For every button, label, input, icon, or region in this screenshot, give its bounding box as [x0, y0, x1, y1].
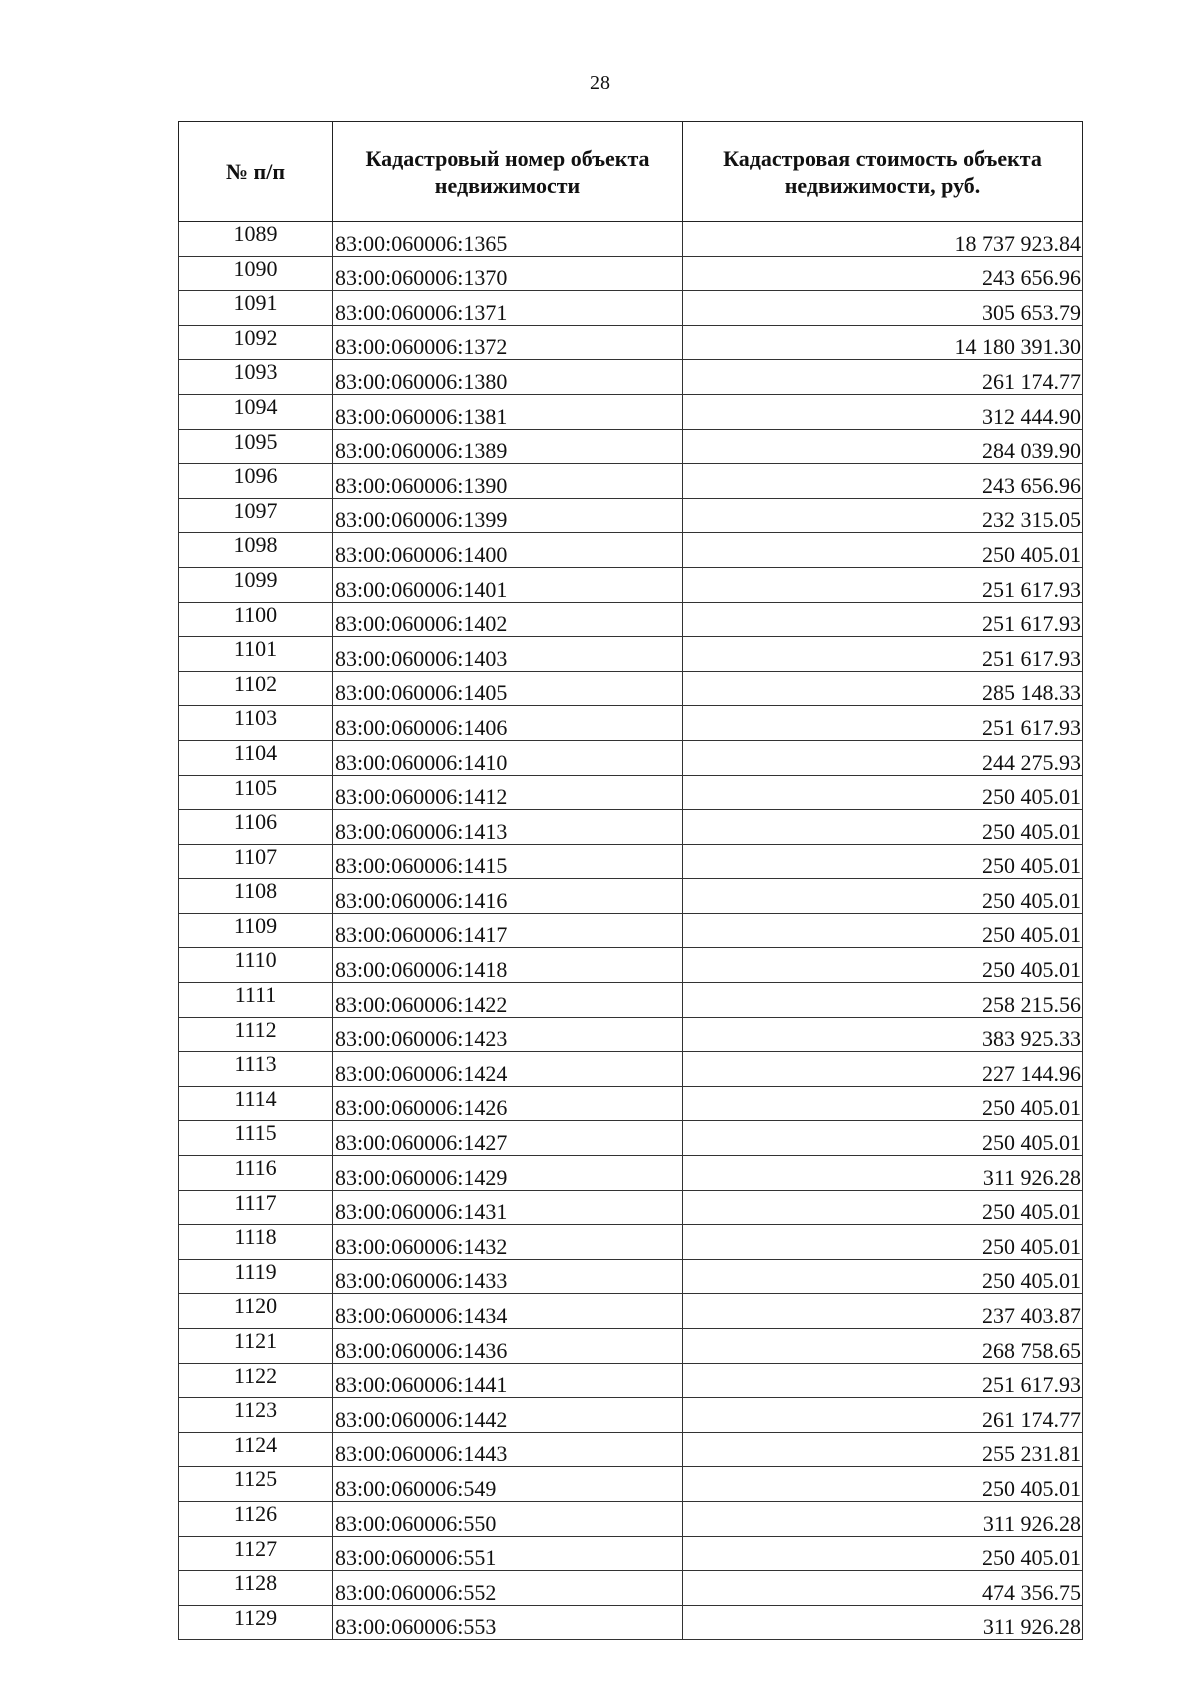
cadastral-value-cell: 250 405.01 — [683, 810, 1083, 845]
table-row — [179, 810, 1083, 845]
table-header — [179, 122, 1083, 222]
row-number-cell: 1102 — [179, 671, 333, 706]
cadastral-number-cell: 83:00:060006:1410 — [333, 740, 683, 775]
cadastral-value-cell: 251 617.93 — [683, 637, 1083, 672]
cadastral-value-cell: 474 356.75 — [683, 1571, 1083, 1606]
cadastral-value-cell: 312 444.90 — [683, 394, 1083, 429]
cadastral-value-cell: 305 653.79 — [683, 291, 1083, 326]
row-number-cell: 1098 — [179, 533, 333, 568]
cadastral-number-cell: 83:00:060006:1403 — [333, 637, 683, 672]
cadastral-number-cell: 83:00:060006:551 — [333, 1536, 683, 1571]
cadastral-number-cell: 83:00:060006:549 — [333, 1467, 683, 1502]
cadastral-value-cell: 255 231.81 — [683, 1432, 1083, 1467]
cadastral-number-cell: 83:00:060006:1371 — [333, 291, 683, 326]
row-number-cell: 1124 — [179, 1432, 333, 1467]
page-number: 28 — [590, 72, 610, 94]
cadastral-number-cell: 83:00:060006:1405 — [333, 671, 683, 706]
row-number-cell: 1119 — [179, 1259, 333, 1294]
row-number-cell: 1123 — [179, 1398, 333, 1433]
table-row — [179, 671, 1083, 706]
row-number-cell: 1113 — [179, 1052, 333, 1087]
cadastral-number-cell: 83:00:060006:1381 — [333, 394, 683, 429]
row-number-cell: 1091 — [179, 291, 333, 326]
cadastral-value-cell: 251 617.93 — [683, 1363, 1083, 1398]
row-number-cell: 1101 — [179, 637, 333, 672]
cadastral-number-cell: 83:00:060006:1400 — [333, 533, 683, 568]
cadastral-value-cell: 243 656.96 — [683, 256, 1083, 291]
cadastral-number-cell: 83:00:060006:1442 — [333, 1398, 683, 1433]
cadastral-value-cell: 251 617.93 — [683, 706, 1083, 741]
cadastral-number-cell: 83:00:060006:1412 — [333, 775, 683, 810]
table-row — [179, 602, 1083, 637]
cadastral-value-cell: 268 758.65 — [683, 1329, 1083, 1364]
table-row — [179, 1329, 1083, 1364]
table-row — [179, 256, 1083, 291]
cadastral-value-cell: 14 180 391.30 — [683, 325, 1083, 360]
row-number-cell: 1089 — [179, 222, 333, 257]
table-row — [179, 1294, 1083, 1329]
cadastral-value-cell: 250 405.01 — [683, 1467, 1083, 1502]
cadastral-number-cell: 83:00:060006:1429 — [333, 1156, 683, 1191]
table-row — [179, 1086, 1083, 1121]
cadastral-number-cell: 83:00:060006:1370 — [333, 256, 683, 291]
row-number-cell: 1108 — [179, 879, 333, 914]
table-row — [179, 844, 1083, 879]
table-row — [179, 948, 1083, 983]
table-row — [179, 567, 1083, 602]
cadastral-number-cell: 83:00:060006:1415 — [333, 844, 683, 879]
row-number-cell: 1104 — [179, 740, 333, 775]
cadastral-value-cell: 250 405.01 — [683, 775, 1083, 810]
cadastral-number-cell: 83:00:060006:550 — [333, 1501, 683, 1536]
table-row — [179, 983, 1083, 1018]
cadastral-number-cell: 83:00:060006:1413 — [333, 810, 683, 845]
table-row — [179, 1571, 1083, 1606]
row-number-cell: 1117 — [179, 1190, 333, 1225]
cadastral-value-cell: 250 405.01 — [683, 1190, 1083, 1225]
cadastral-number-cell: 83:00:060006:1426 — [333, 1086, 683, 1121]
cadastral-number-cell: 83:00:060006:1422 — [333, 983, 683, 1018]
cadastral-number-cell: 83:00:060006:1424 — [333, 1052, 683, 1087]
cadastral-number-cell: 83:00:060006:1380 — [333, 360, 683, 395]
cadastral-value-cell: 250 405.01 — [683, 1536, 1083, 1571]
row-number-cell: 1120 — [179, 1294, 333, 1329]
row-number-cell: 1100 — [179, 602, 333, 637]
row-number-cell: 1109 — [179, 913, 333, 948]
row-number-cell: 1121 — [179, 1329, 333, 1364]
cadastral-value-cell: 237 403.87 — [683, 1294, 1083, 1329]
cadastral-value-cell: 285 148.33 — [683, 671, 1083, 706]
table-row — [179, 429, 1083, 464]
table-row — [179, 1190, 1083, 1225]
row-number-cell: 1092 — [179, 325, 333, 360]
row-number-cell: 1126 — [179, 1501, 333, 1536]
row-number-cell: 1097 — [179, 498, 333, 533]
cadastral-number-cell: 83:00:060006:1406 — [333, 706, 683, 741]
table-row — [179, 1398, 1083, 1433]
row-number-cell: 1129 — [179, 1605, 333, 1640]
table-row — [179, 1467, 1083, 1502]
row-number-cell: 1096 — [179, 464, 333, 499]
cadastral-number-cell: 83:00:060006:1365 — [333, 222, 683, 257]
cadastral-value-cell: 250 405.01 — [683, 1259, 1083, 1294]
cadastral-value-cell: 250 405.01 — [683, 844, 1083, 879]
cadastral-number-cell: 83:00:060006:1431 — [333, 1190, 683, 1225]
row-number-cell: 1090 — [179, 256, 333, 291]
row-number-cell: 1103 — [179, 706, 333, 741]
cadastral-value-cell: 311 926.28 — [683, 1156, 1083, 1191]
header-row — [179, 122, 1083, 222]
cadastral-number-cell: 83:00:060006:1402 — [333, 602, 683, 637]
cadastral-number-cell: 83:00:060006:1427 — [333, 1121, 683, 1156]
cadastral-value-cell: 311 926.28 — [683, 1605, 1083, 1640]
table-row — [179, 394, 1083, 429]
row-number-cell: 1125 — [179, 1467, 333, 1502]
table-row — [179, 464, 1083, 499]
cadastral-table — [178, 121, 1083, 1640]
cadastral-value-cell: 261 174.77 — [683, 1398, 1083, 1433]
row-number-cell: 1094 — [179, 394, 333, 429]
table-row — [179, 1156, 1083, 1191]
row-number-cell: 1095 — [179, 429, 333, 464]
cadastral-value-cell: 244 275.93 — [683, 740, 1083, 775]
table-row — [179, 706, 1083, 741]
table-row — [179, 775, 1083, 810]
cadastral-number-cell: 83:00:060006:1441 — [333, 1363, 683, 1398]
cadastral-value-cell: 250 405.01 — [683, 948, 1083, 983]
cadastral-value-cell: 227 144.96 — [683, 1052, 1083, 1087]
table-row — [179, 1017, 1083, 1052]
table-row — [179, 1432, 1083, 1467]
cadastral-value-cell: 258 215.56 — [683, 983, 1083, 1018]
table-row — [179, 360, 1083, 395]
cadastral-value-cell: 251 617.93 — [683, 602, 1083, 637]
table-row — [179, 913, 1083, 948]
cadastral-number-cell: 83:00:060006:1390 — [333, 464, 683, 499]
table-row — [179, 1605, 1083, 1640]
cadastral-number-cell: 83:00:060006:1436 — [333, 1329, 683, 1364]
cadastral-value-cell: 18 737 923.84 — [683, 222, 1083, 257]
row-number-cell: 1128 — [179, 1571, 333, 1606]
table-body — [179, 222, 1083, 1640]
table-row — [179, 291, 1083, 326]
row-number-cell: 1111 — [179, 983, 333, 1018]
cadastral-number-cell: 83:00:060006:1434 — [333, 1294, 683, 1329]
cadastral-value-cell: 232 315.05 — [683, 498, 1083, 533]
row-number-cell: 1115 — [179, 1121, 333, 1156]
cadastral-number-cell: 83:00:060006:1399 — [333, 498, 683, 533]
table-row — [179, 325, 1083, 360]
row-number-cell: 1106 — [179, 810, 333, 845]
row-number-cell: 1122 — [179, 1363, 333, 1398]
cadastral-value-cell: 311 926.28 — [683, 1501, 1083, 1536]
cadastral-number-cell: 83:00:060006:1417 — [333, 913, 683, 948]
cadastral-number-cell: 83:00:060006:1443 — [333, 1432, 683, 1467]
cadastral-number-cell: 83:00:060006:1416 — [333, 879, 683, 914]
table-row — [179, 1536, 1083, 1571]
table-row — [179, 637, 1083, 672]
table-row — [179, 498, 1083, 533]
cadastral-number-cell: 83:00:060006:552 — [333, 1571, 683, 1606]
cadastral-value-cell: 243 656.96 — [683, 464, 1083, 499]
row-number-cell: 1127 — [179, 1536, 333, 1571]
header-cadastral-value: Кадастровая стоимость объекта недвижимости, руб. — [683, 122, 1083, 222]
cadastral-number-cell: 83:00:060006:553 — [333, 1605, 683, 1640]
row-number-cell: 1099 — [179, 567, 333, 602]
cadastral-number-cell: 83:00:060006:1401 — [333, 567, 683, 602]
cadastral-value-cell: 251 617.93 — [683, 567, 1083, 602]
row-number-cell: 1107 — [179, 844, 333, 879]
cadastral-value-cell: 250 405.01 — [683, 1121, 1083, 1156]
cadastral-value-cell: 261 174.77 — [683, 360, 1083, 395]
cadastral-number-cell: 83:00:060006:1389 — [333, 429, 683, 464]
row-number-cell: 1112 — [179, 1017, 333, 1052]
row-number-cell: 1116 — [179, 1156, 333, 1191]
cadastral-value-cell: 250 405.01 — [683, 1086, 1083, 1121]
cadastral-number-cell: 83:00:060006:1433 — [333, 1259, 683, 1294]
header-cadastral-number: Кадастровый номер объекта недвижимости — [333, 122, 683, 222]
cadastral-number-cell: 83:00:060006:1432 — [333, 1225, 683, 1260]
table-row — [179, 1121, 1083, 1156]
table-row — [179, 533, 1083, 568]
table-row — [179, 222, 1083, 257]
row-number-cell: 1118 — [179, 1225, 333, 1260]
table-row — [179, 1052, 1083, 1087]
cadastral-number-cell: 83:00:060006:1418 — [333, 948, 683, 983]
cadastral-number-cell: 83:00:060006:1372 — [333, 325, 683, 360]
table-row — [179, 1501, 1083, 1536]
cadastral-value-cell: 250 405.01 — [683, 879, 1083, 914]
cadastral-value-cell: 250 405.01 — [683, 533, 1083, 568]
row-number-cell: 1093 — [179, 360, 333, 395]
table-row — [179, 1259, 1083, 1294]
table-row — [179, 879, 1083, 914]
row-number-cell: 1110 — [179, 948, 333, 983]
cadastral-number-cell: 83:00:060006:1423 — [333, 1017, 683, 1052]
row-number-cell: 1105 — [179, 775, 333, 810]
table-row — [179, 740, 1083, 775]
cadastral-value-cell: 383 925.33 — [683, 1017, 1083, 1052]
header-row-number: № п/п — [179, 122, 333, 222]
cadastral-value-cell: 284 039.90 — [683, 429, 1083, 464]
cadastral-value-cell: 250 405.01 — [683, 913, 1083, 948]
row-number-cell: 1114 — [179, 1086, 333, 1121]
table-row — [179, 1363, 1083, 1398]
cadastral-value-cell: 250 405.01 — [683, 1225, 1083, 1260]
table-row — [179, 1225, 1083, 1260]
